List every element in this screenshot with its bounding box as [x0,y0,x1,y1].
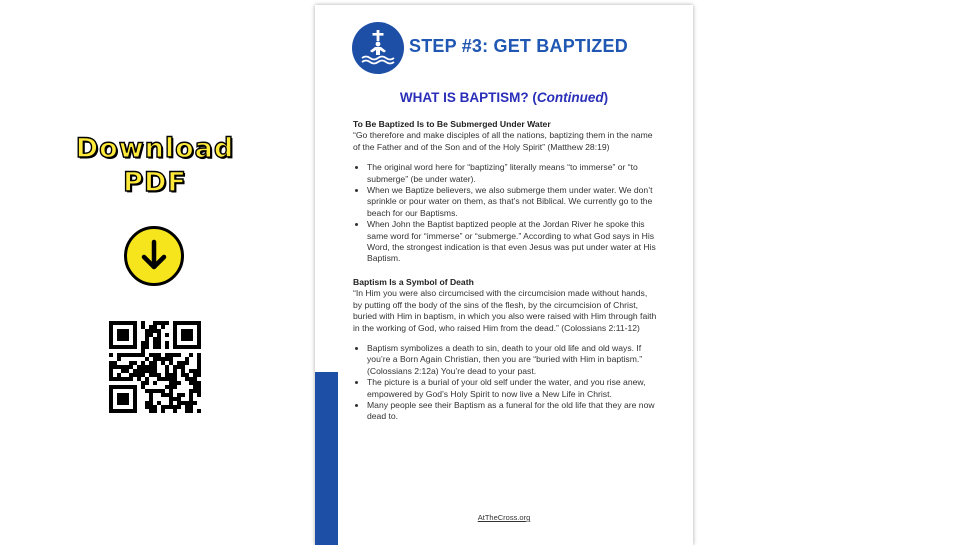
document-body [353,119,658,423]
document-page [315,5,693,545]
section-title: WHAT IS BAPTISM? (Continued) [399,90,609,105]
pdf-title[interactable]: PDF [123,167,187,198]
list-item: • Many people see their Baptism as a funeral for the old life that they are now dead to. [367,400,658,423]
block-heading: Baptism Is a Symbol of Death [353,276,474,287]
block-heading: To Be Baptized Is to Be Submerged Under Water [353,119,551,129]
list-item: • When John the Baptist baptized people at the Jordan River he spoke this same word for “immerse” or “submerge.” According to what God says in His Word, the strongest indication is that even Jesus was put under water at His Baptism. [367,219,658,265]
list-item: • Baptism symbolizes a death to sin, death to your old life and old ways. If you’re a Born Again Christian, then you are “buried with Him in baptism.” (Colossians 2:12a) You’re dead to your past. [367,343,658,377]
download-title[interactable]: Download [75,133,235,164]
scripture-quote: “In Him you were also circumcised with the circumcision made without hands, by putting off the body of the sins of the flesh, by the circumcision of Christ, buried with Him in baptism, in which you also were raised with Him through faith in the working of God, who raised Him from the dead.” (Colossians 2:11-12) [353,288,657,333]
baptism-logo-icon [351,21,405,75]
list-item: • When we Baptize believers, we also submerge them under water. We don’t sprinkle or pour water on them, as that’s not Biblical. We currently go to the beach for our Baptisms. [367,185,658,219]
list-item: • The picture is a burial of your old self under the water, and you rise anew, empowered by God’s Holy Spirit to now live a New Life in Christ. [367,377,658,400]
footer-link[interactable]: AtTheCross.org [477,513,531,522]
bullet-list [353,343,658,423]
qr-code-icon[interactable] [109,321,201,413]
list-item: • The original word here for “baptizing” literally means “to immerse” or “to submerge” (be under water). [367,162,658,185]
bullet-list [353,162,658,265]
download-arrow-icon[interactable] [124,226,184,286]
scripture-quote: “Go therefore and make disciples of all the nations, baptizing them in the name of the Father and of the Son and of the Holy Spirit” (Matthew 28:19) [353,130,653,152]
page-title: STEP #3: GET BAPTIZED [409,36,628,56]
